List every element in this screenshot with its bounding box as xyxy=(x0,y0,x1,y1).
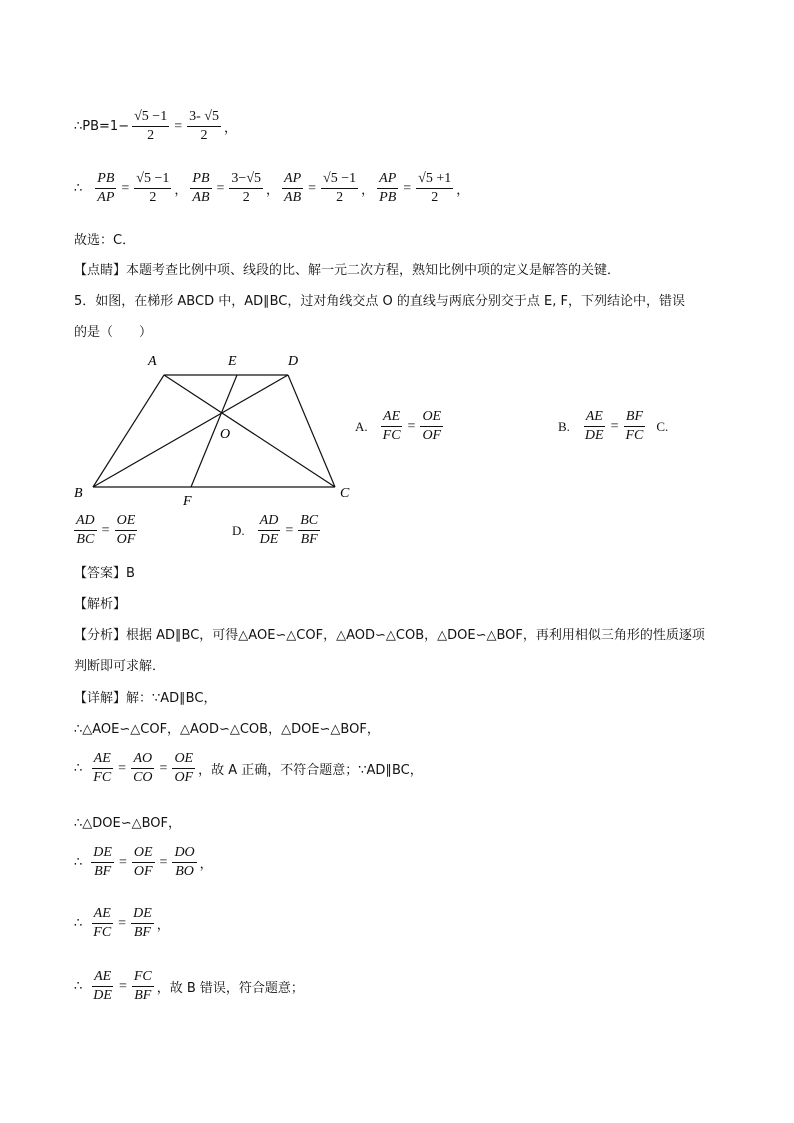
detail-line6: ∴ $\frac{AE}{FC}$ = $\frac{DE}{BF}$ ， xyxy=(74,906,170,940)
question-5-line1: 5．如图，在梯形 ABCD 中，AD∥BC，过对角线交点 O 的直线与两底分别交于点 E, F，下列结论中，错误 xyxy=(74,294,685,309)
fraction: $\frac{AP}{PB}$ xyxy=(379,171,397,205)
analysis-line2: 判断即可求解． xyxy=(74,659,166,674)
choice-text: 故选：C． xyxy=(74,233,136,248)
analysis-heading: 【解析】 xyxy=(74,597,127,612)
label-b: B xyxy=(74,486,83,501)
fraction: $\frac{√5 +1}{2}$ xyxy=(418,171,452,205)
fraction: $\frac{PB}{AP}$ xyxy=(97,171,115,205)
fraction: $\frac{3- √5}{2}$ xyxy=(189,109,219,143)
equation-ratios: ∴ $\frac{PB}{AP}$ = $\frac{√5 -1}{2}$ ， $\frac{PB}{AB}$ = $\frac{3-√5}{2}$ ， $\frac{AP}{AB}$ = $\frac{√5 -1}{2}$ ， $\frac{AP}{PB}$ = $\frac{√5 +1}{2}$ ， xyxy=(74,171,470,205)
question-5-line2: 的是（ ） xyxy=(74,325,153,340)
answer-text: 【答案】B xyxy=(74,566,135,581)
option-c: $\frac{AD}{BC}$ = $\frac{OE}{OF}$ xyxy=(76,513,136,547)
option-b: B. $\frac{AE}{DE}$ = $\frac{BF}{FC}$ C. xyxy=(558,409,669,443)
detail-line3: ∴ $\frac{AE}{FC}$ = $\frac{AO}{CO}$ = $\frac{OE}{OF}$ ，故 A 正确，不符合题意；∵AD∥BC， xyxy=(74,751,423,785)
analysis-line1: 【分析】根据 AD∥BC，可得△AOE∽△COF，△AOD∽△COB，△DOE∽△BOF，再利用相似三角形的性质逐项 xyxy=(74,628,705,643)
detail-line1: 【详解】解：∵AD∥BC， xyxy=(74,691,217,706)
detail-line2: ∴△AOE∽△COF，△AOD∽△COB，△DOE∽△BOF， xyxy=(74,722,380,737)
label-o: O xyxy=(220,427,231,442)
segment-dc xyxy=(288,375,335,487)
detail-line4: ∴△DOE∽△BOF， xyxy=(74,816,182,831)
therefore-symbol: ∴ xyxy=(74,119,83,134)
label-c: C xyxy=(340,486,350,501)
fraction: $\frac{√5 -1}{2}$ xyxy=(136,171,170,205)
label-f: F xyxy=(183,494,192,509)
trapezoid-figure xyxy=(70,345,360,510)
comment-text: 【点睛】本题考查比例中项、线段的比、解一元二次方程，熟知比例中项的定义是解答的关键． xyxy=(74,263,621,278)
fraction: $\frac{√5 -1}{2}$ xyxy=(323,171,357,205)
segment-ab xyxy=(93,375,164,487)
fraction: $\frac{3-√5}{2}$ xyxy=(231,171,262,205)
label-a: A xyxy=(148,354,157,369)
detail-line5: ∴ $\frac{DE}{BF}$ = $\frac{OE}{OF}$ = $\frac{DO}{BO}$ ， xyxy=(74,845,213,879)
detail-line7: ∴ $\frac{AE}{DE}$ = $\frac{FC}{BF}$ ，故 B 错误，符合题意； xyxy=(74,969,304,1003)
pb-lhs: PB=1− xyxy=(82,119,130,134)
label-e: E xyxy=(228,354,237,369)
fraction: $\frac{√5 -1}{2}$ xyxy=(134,109,168,143)
equation-pb: ∴ PB=1− $\frac{√5 -1}{2}$ = $\frac{3- √5}{2}$ ， xyxy=(74,109,237,143)
label-d: D xyxy=(288,354,299,369)
fraction: $\frac{AP}{AB}$ xyxy=(284,171,302,205)
option-d: D. $\frac{AD}{DE}$ = $\frac{BC}{BF}$ xyxy=(232,513,319,547)
option-a: A. $\frac{AE}{FC}$ = $\frac{OE}{OF}$ xyxy=(355,409,442,443)
fraction: $\frac{PB}{AB}$ xyxy=(192,171,210,205)
